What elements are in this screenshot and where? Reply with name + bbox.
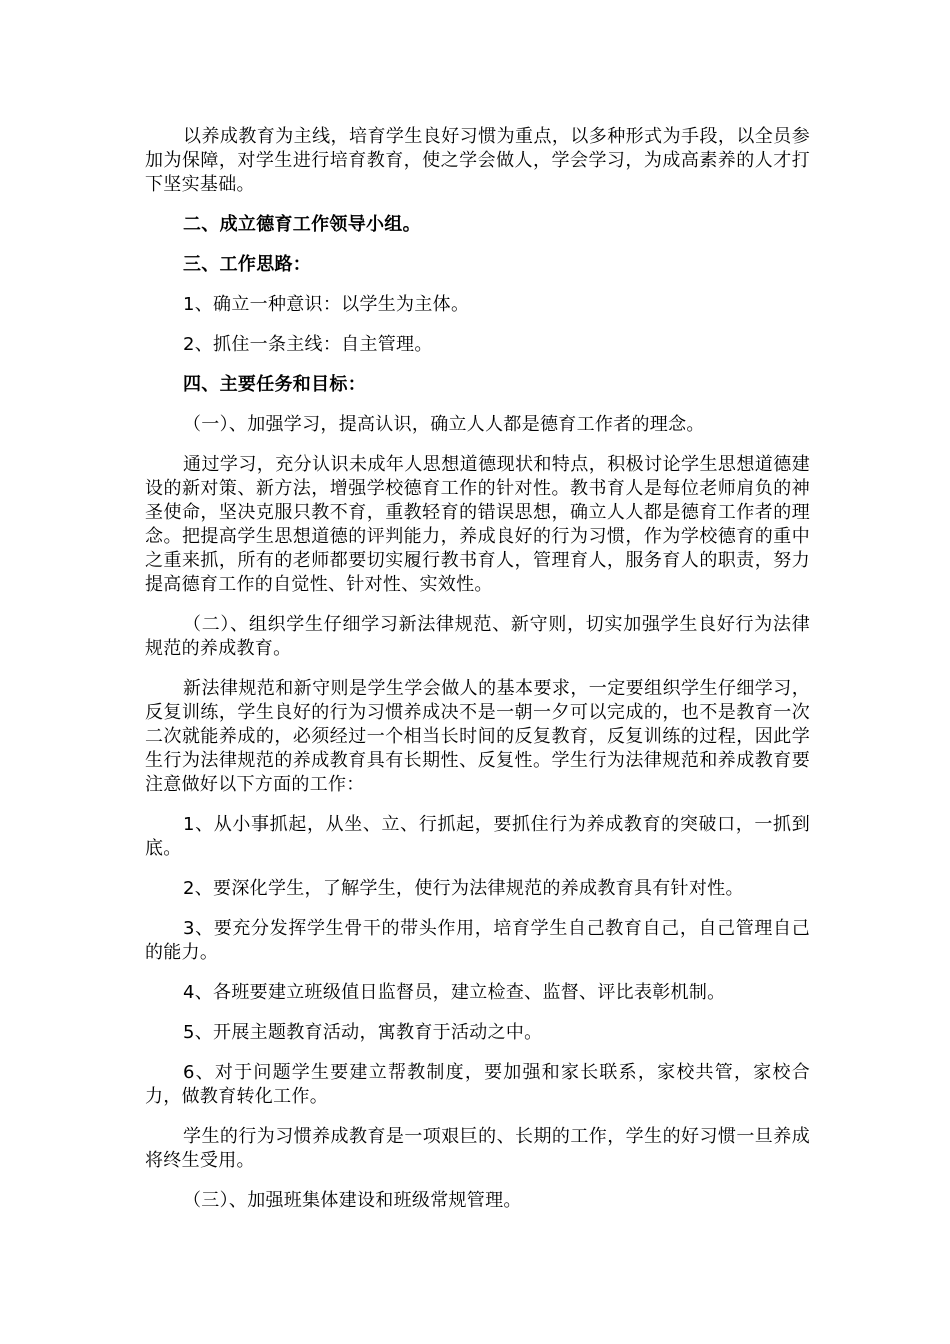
paragraph-habits: 学生的行为习惯养成教育是一项艰巨的、长期的工作，学生的好习惯一旦养成将终生受用。: [145, 1126, 810, 1171]
paragraph-study: 通过学习，充分认识未成年人思想道德现状和特点，积极讨论学生思想道德建设的新对策、新方法，增强学校德育工作的针对性。教书育人是每位老师肩负的神圣使命，坚决克服只教不育，重教轻育的错误思想，确立人人都是德育工作者的理念。把提高学生思想道德的评判能力，养成良好的行为习惯，作为学校德育的重中之重来抓，所有的老师都要切实履行教书育人，管理育人，服务育人的职责，努力提高德育工作的自觉性、针对性、实效性。: [145, 454, 810, 595]
heading-main-tasks: 四、主要任务和目标：: [183, 374, 366, 395]
heading-leadership-group: 二、成立德育工作领导小组。: [183, 214, 421, 235]
list-item: 4、各班要建立班级值日监督员，建立检查、监督、评比表彰机制。: [183, 982, 726, 1003]
list-item: 2、要深化学生，了解学生，使行为法律规范的养成教育具有针对性。: [183, 878, 744, 899]
list-item: 3、要充分发挥学生骨干的带头作用，培育学生自己教育自己，自己管理自己的能力。: [145, 918, 810, 963]
list-item: 6、对于问题学生要建立帮教制度，要加强和家长联系，家校共管，家校合力，做教育转化工作。: [145, 1062, 810, 1107]
list-item: 2、抓住一条主线：自主管理。: [183, 334, 433, 355]
paragraph-intro: 以养成教育为主线，培育学生良好习惯为重点，以多种形式为手段，以全员参加为保障，对学生进行培育教育，使之学会做人，学会学习，为成高素养的人才打下坚实基础。: [145, 126, 810, 195]
list-item: 1、确立一种意识：以学生为主体。: [183, 294, 470, 315]
list-item: 5、开展主题教育活动，寓教育于活动之中。: [183, 1022, 543, 1043]
subheading-two: （二）、组织学生仔细学习新法律规范、新守则，切实加强学生良好行为法律规范的养成教育。: [145, 614, 810, 659]
subheading-three: （三）、加强班集体建设和班级常规管理。: [183, 1190, 522, 1211]
subheading-one: （一）、加强学习，提高认识，确立人人都是德育工作者的理念。: [183, 414, 705, 435]
heading-work-ideas: 三、工作思路：: [183, 254, 312, 275]
document-body: [145, 125, 810, 1229]
list-item: 1、从小事抓起，从坐、立、行抓起，要抓住行为养成教育的突破口，一抓到底。: [145, 814, 810, 859]
paragraph-norms: 新法律规范和新守则是学生学会做人的基本要求，一定要组织学生仔细学习，反复训练，学生良好的行为习惯养成决不是一朝一夕可以完成的，也不是教育一次二次就能养成的，必须经过一个相当长时间的反复教育，反复训练的过程，因此学生行为法律规范的养成教育具有长期性、反复性。学生行为法律规范和养成教育要注意做好以下方面的工作：: [145, 678, 810, 795]
